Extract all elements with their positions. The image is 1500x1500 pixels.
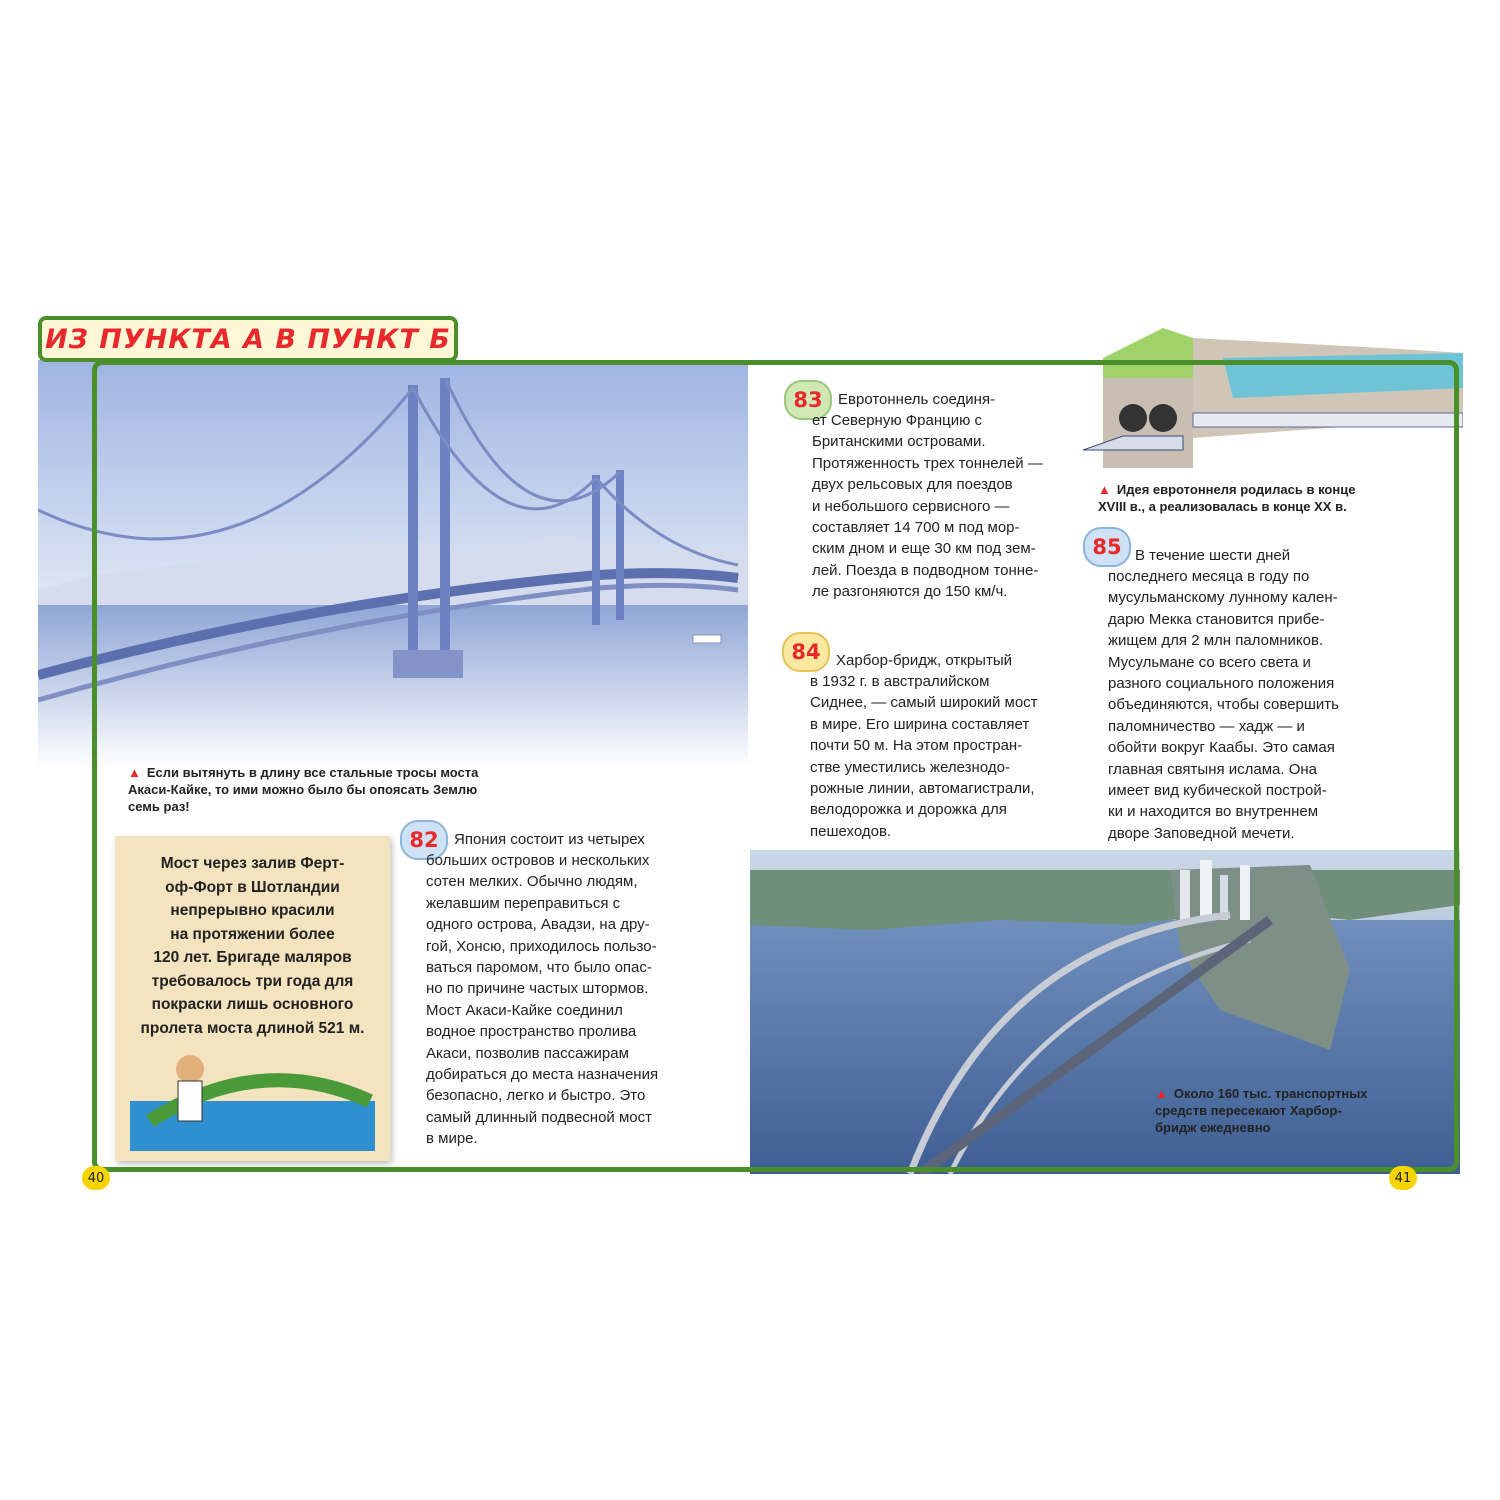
triangle-pointer-icon: ▲ xyxy=(1098,482,1111,497)
harbour-caption-text: Около 160 тыс. транспортных средств пересекают Харбор- бридж ежедневно xyxy=(1155,1086,1368,1135)
fact-85-first-line: В течение шести дней xyxy=(1135,547,1291,564)
fact-83-first-line: Евротоннель соединя- xyxy=(838,391,996,408)
triangle-pointer-icon: ▲ xyxy=(1155,1086,1168,1101)
fact-number-badge: 83 xyxy=(784,380,832,420)
page-number-left: 40 xyxy=(82,1166,110,1190)
tunnel-caption-text: Идея евротоннеля родилась в конце XVIII в., а реализовалась в конце XX в. xyxy=(1098,482,1356,514)
section-title: ИЗ ПУНКТА А В ПУНКТ Б xyxy=(45,323,451,355)
fact-83-text: ет Северную Францию с Британскими островами. Протяженность трех тоннелей — двух рельсовых для поездов и небольшого сервисного — составляет 14 700 м под мор- ским дном и еще 30 км под зем- лей. Поезда в подводном тонне- ле разгоняются до 150 км/ч. xyxy=(812,412,1043,601)
tunnel-caption xyxy=(1098,481,1428,515)
fact-number-badge: 82 xyxy=(400,820,448,860)
fact-number-badge: 84 xyxy=(782,632,830,672)
fact-85-text: последнего месяца в году по мусульманскому лунному кален- дарю Мекка становится прибе- жищем для 2 млн паломников. Мусульмане со всего света и разного социального положения объединяются, чтобы совершить паломничество — хадж — и обойти вокруг Каабы. Это самая главная святыня ислама. Она имеет вид кубической построй- ки и находится во внутреннем дворе Заповедной мечети. xyxy=(1108,568,1339,842)
page-number-right: 41 xyxy=(1389,1166,1417,1190)
fact-84-text: в 1932 г. в австралийском Сиднее, — самый широкий мост в мире. Его ширина составляет почти 50 м. На этом простран- стве уместились железнодо- рожные линии, автомагистрали, велодорожка и дорожка для пешеходов. xyxy=(810,673,1038,840)
bridge-caption-text: Если вытянуть в длину все стальные тросы моста Акаси-Кайке, то ими можно было бы опоясать Землю семь раз! xyxy=(128,765,479,814)
triangle-pointer-icon: ▲ xyxy=(128,765,141,780)
akashi-bridge-image xyxy=(38,360,748,770)
fact-82-text: больших островов и нескольких сотен мелких. Обычно людям, желавшим переправиться с одного острова, Авадзи, на дру- гой, Хонсю, приходилось пользо- ваться паромом, что было опас- но по причине частых штормов. Мост Акаси-Кайке соединил водное пространство пролива Акаси, позволив пассажирам добираться до места назначения безопасно, легко и быстро. Это самый длинный подвесной мост в мире. xyxy=(426,852,659,1148)
section-title-tab xyxy=(38,316,458,362)
fact-82-first-line: Япония состоит из четырех xyxy=(454,831,645,848)
fact-84-first-line: Харбор-бридж, открытый xyxy=(836,652,1012,669)
bridge-caption xyxy=(128,764,528,815)
harbour-caption xyxy=(1155,1085,1405,1136)
painter-cartoon-image xyxy=(130,1041,375,1151)
fact-box-text: Мост через залив Ферт- оф-Форт в Шотландии непрерывно красили на протяжении более 120 лет. Бригаде маляров требовалось три года для покраски лишь основного пролета моста длиной 521 м. xyxy=(140,855,365,1037)
fact-number-badge: 85 xyxy=(1083,527,1131,567)
eurotunnel-image xyxy=(1083,318,1463,478)
fact-box-forth-bridge xyxy=(115,836,390,1161)
